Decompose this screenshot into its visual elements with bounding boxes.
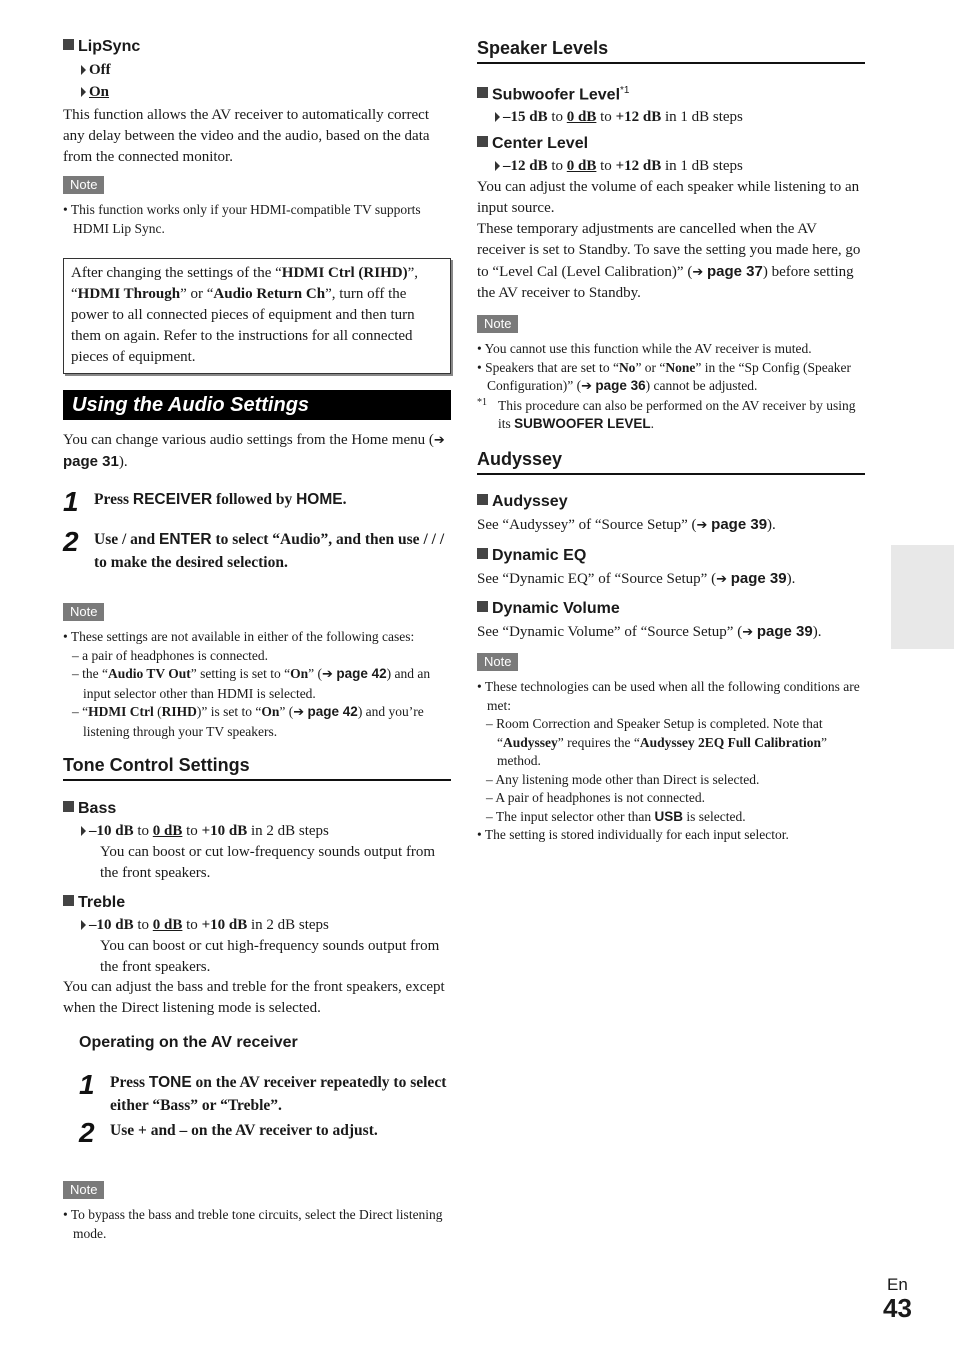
- note-tone: [63, 1180, 451, 1243]
- subwoofer-level-range: –15 dB to 0 dB to +12 dB in 1 dB steps: [477, 106, 865, 128]
- operating-step-1: 1 Press TONE on the AV receiver repeatedly to select either “Bass” or “Treble”.: [79, 1069, 447, 1114]
- step-number: 1: [63, 486, 79, 517]
- tone-control-heading: Tone Control Settings: [63, 754, 451, 781]
- note-subitem: – “HDMI Ctrl (RIHD)” is set to “On” (➔ page 42) and you’re listening through your TV speakers.: [72, 704, 424, 739]
- square-bullet-icon: [477, 548, 488, 559]
- note-item: • You cannot use this function while the AV receiver is muted.: [477, 341, 812, 356]
- dynamic-volume-item: Dynamic Volume See “Dynamic Volume” of “Source Setup” (➔ page 39).: [477, 600, 822, 640]
- treble-heading: Treble: [63, 893, 451, 913]
- audio-settings-title: Using the Audio Settings: [63, 390, 451, 420]
- note-item: • These settings are not available in either of the following cases:: [63, 629, 415, 644]
- subwoofer-level-section: [477, 81, 865, 128]
- triangle-right-icon: [81, 826, 86, 836]
- arrow-keys: /: [121, 531, 131, 548]
- lipsync-option-off: Off: [63, 59, 451, 81]
- audio-step-1: 1 Press RECEIVER followed by HOME.: [63, 486, 347, 517]
- note-subitem: – A pair of headphones is not connected.: [486, 790, 705, 805]
- key-label: SUBWOOFER LEVEL: [514, 416, 651, 431]
- subwoofer-level-heading: Subwoofer Level$^{*1}$: [477, 81, 865, 105]
- footnote: *1 This procedure can also be performed on the AV receiver by using its SUBWOOFER LEVEL.: [477, 397, 865, 434]
- lipsync-description: This function allows the AV receiver to automatically correct any delay between the video and the audio, based on the data from the connected monitor.: [63, 107, 430, 165]
- note-subitem: – The input selector other than USB is selected.: [486, 808, 746, 824]
- audio-settings-intro: You can change various audio settings from the Home menu (➔ page 31).: [63, 432, 445, 470]
- key-label: TONE: [148, 1074, 192, 1091]
- note-badge: Note: [63, 176, 104, 194]
- page-link[interactable]: page 36: [595, 378, 646, 393]
- lipsync-option-on: On: [63, 81, 451, 103]
- note-item: • To bypass the bass and treble tone circuits, select the Direct listening mode.: [63, 1207, 443, 1241]
- note-item: • These technologies can be used when all the following conditions are met:: [477, 679, 860, 713]
- square-bullet-icon: [63, 39, 74, 50]
- treble-section: [63, 893, 451, 978]
- tone-footer: You can adjust the bass and treble for the front speakers, except when the Direct listening mode is selected.: [63, 979, 445, 1016]
- treble-range: –10 dB to 0 dB to +10 dB in 2 dB steps: [63, 914, 451, 936]
- step-number: 2: [63, 526, 79, 557]
- square-bullet-icon: [63, 801, 74, 812]
- key-label: RECEIVER: [132, 491, 213, 508]
- key-label: ENTER: [159, 531, 212, 548]
- footnote-mark: *1: [477, 396, 487, 408]
- key-label: HOME: [296, 491, 343, 508]
- operating-step-2: 2 Use + and – on the AV receiver to adjust.: [79, 1117, 378, 1148]
- key-label: USB: [654, 808, 683, 824]
- side-tab: [891, 545, 954, 649]
- arrow-keys: / / /: [423, 531, 445, 548]
- square-bullet-icon: [477, 494, 488, 505]
- page-number: 43: [883, 1293, 912, 1323]
- audyssey-item: Audyssey See “Audyssey” of “Source Setup” (➔ page 39).: [477, 493, 776, 533]
- lipsync-section: [63, 37, 451, 168]
- note-lipsync: [63, 175, 451, 238]
- triangle-right-icon: [495, 112, 500, 122]
- square-bullet-icon: [477, 601, 488, 612]
- lipsync-heading: LipSync: [63, 37, 451, 57]
- treble-description: You can boost or cut high-frequency sounds output from the front speakers.: [100, 938, 440, 975]
- square-bullet-icon: [63, 895, 74, 906]
- note-badge: Note: [477, 653, 518, 671]
- language-label: En: [887, 1275, 908, 1294]
- note-audyssey: [477, 652, 865, 845]
- square-bullet-icon: [477, 87, 488, 98]
- operating-heading: Operating on the AV receiver: [79, 1034, 298, 1051]
- triangle-right-icon: [81, 65, 86, 75]
- speaker-levels-paragraph-1: You can adjust the volume of each speaker while listening to an input source.: [477, 179, 860, 216]
- arrow-right-icon: ➔: [433, 433, 445, 448]
- bass-heading: Bass: [63, 799, 451, 819]
- page-link[interactable]: page 39: [730, 570, 787, 587]
- hdmi-settings-box: After changing the settings of the “HDMI Ctrl (RIHD)”, “HDMI Through” or “Audio Return Ch”, turn off the power to all connected pieces of equipment and then turn them on again. Refer to the instructions for all connected pieces of equipment.: [63, 258, 451, 374]
- speaker-levels-heading: Speaker Levels: [477, 37, 865, 64]
- note-subitem: – the “Audio TV Out” setting is set to “On” (➔ page 42) and an input selector other than HDMI is selected.: [72, 666, 431, 701]
- note-speaker-levels: [477, 314, 865, 434]
- note-subitem: – Room Correction and Speaker Setup is completed. Note that “Audyssey” requires the “Audyssey 2EQ Full Calibration” method.: [486, 716, 828, 768]
- bass-range: –10 dB to 0 dB to +10 dB in 2 dB steps: [63, 820, 451, 842]
- bass-section: [63, 799, 451, 884]
- center-level-heading: Center Level: [477, 134, 865, 154]
- page-link[interactable]: page 42: [307, 704, 358, 719]
- note-badge: Note: [63, 1181, 104, 1199]
- arrow-right-icon: ➔: [692, 265, 704, 280]
- square-bullet-icon: [477, 136, 488, 147]
- bass-description: You can boost or cut low-frequency sounds output from the front speakers.: [100, 844, 436, 881]
- note-badge: Note: [63, 603, 104, 621]
- note-subitem: – a pair of headphones is connected.: [72, 647, 269, 663]
- center-level-range: –12 dB to 0 dB to +12 dB in 1 dB steps: [477, 155, 865, 177]
- step-number: 2: [79, 1117, 95, 1148]
- note-badge: Note: [477, 315, 518, 333]
- page-link[interactable]: page 39: [711, 516, 768, 533]
- triangle-right-icon: [495, 161, 500, 171]
- note-item: • Speakers that are set to “No” or “None” in the “Sp Config (Speaker Configuration)” (➔ page 36) cannot be adjusted.: [477, 359, 852, 394]
- dynamic-eq-item: Dynamic EQ See “Dynamic EQ” of “Source Setup” (➔ page 39).: [477, 547, 796, 587]
- center-level-section: [477, 134, 865, 304]
- triangle-right-icon: [81, 87, 86, 97]
- audio-step-2: 2 Use / and ENTER to select “Audio”, and then use / / / to make the desired selection.: [63, 526, 445, 571]
- note-audio-settings: [63, 602, 451, 741]
- note-item: • This function works only if your HDMI-compatible TV supports HDMI Lip Sync.: [63, 202, 421, 236]
- triangle-right-icon: [81, 920, 86, 930]
- speaker-levels-paragraph-2: These temporary adjustments are cancelled when the AV receiver is set to Standby. To save the setting you made here, go to “Level Cal (Level Calibration)” (➔ page 37) before setting the AV receiver to Standby.: [477, 221, 861, 301]
- page-link[interactable]: page 31: [63, 453, 119, 470]
- page-link[interactable]: page 37: [706, 263, 763, 280]
- note-subitem: – Any listening mode other than Direct is selected.: [486, 771, 760, 787]
- audyssey-heading: Audyssey: [477, 448, 865, 475]
- step-number: 1: [79, 1069, 95, 1100]
- page-link[interactable]: page 39: [756, 623, 813, 640]
- page-link[interactable]: page 42: [336, 666, 387, 681]
- note-item: • The setting is stored individually for each input selector.: [477, 827, 789, 842]
